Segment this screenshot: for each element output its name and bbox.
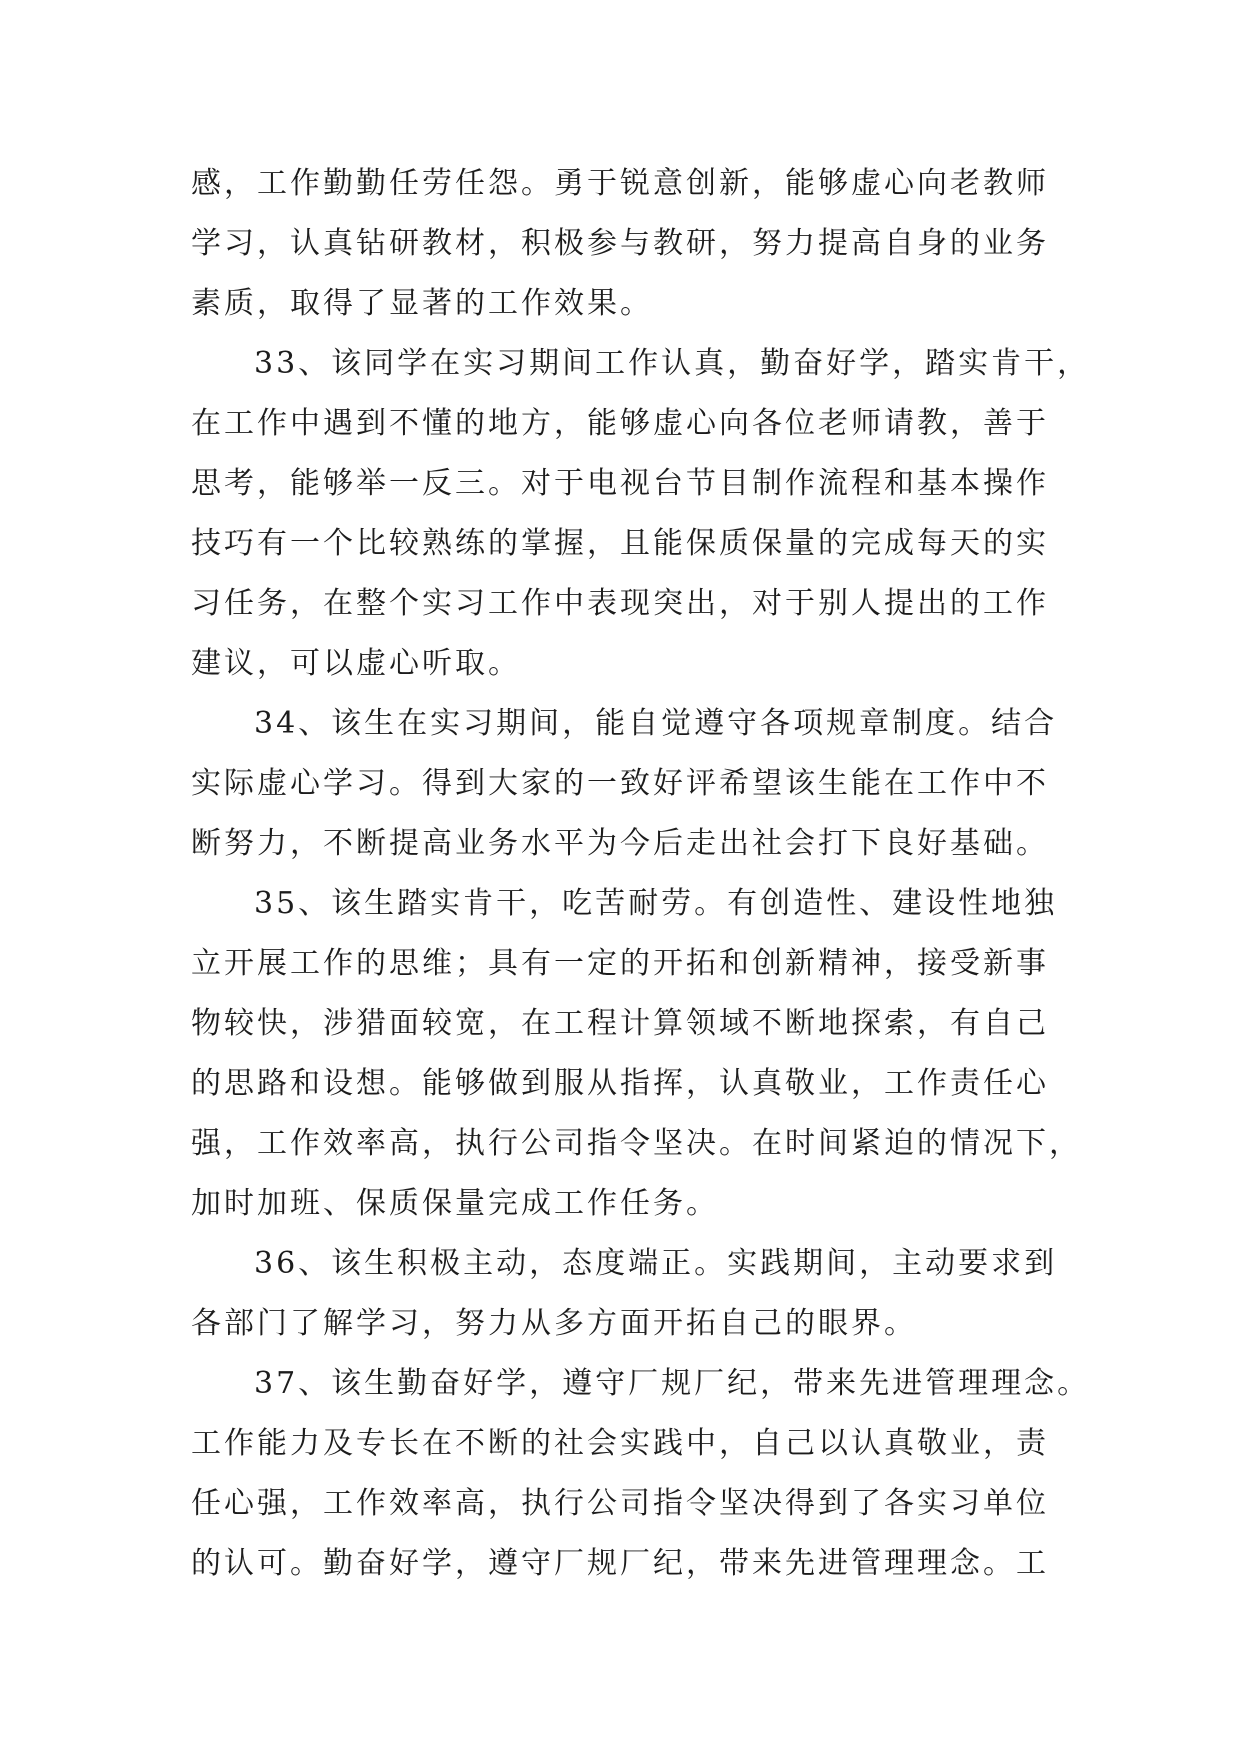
- text-line: 的认可。勤奋好学，遵守厂规厂纪，带来先进管理理念。工: [191, 1546, 1049, 1581]
- text-line: 在工作中遇到不懂的地方，能够虚心向各位老师请教，善于: [191, 406, 1049, 441]
- paragraph-34-start: 34、该生在实习期间，能自觉遵守各项规章制度。结合: [254, 706, 1058, 741]
- text-line: 的思路和设想。能够做到服从指挥，认真敬业，工作责任心: [191, 1066, 1049, 1101]
- text-line: 建议，可以虚心听取。: [191, 646, 521, 681]
- body-text: [191, 154, 1091, 1594]
- text-line: 习任务，在整个实习工作中表现突出，对于别人提出的工作: [191, 586, 1049, 621]
- text-line: 立开展工作的思维；具有一定的开拓和创新精神，接受新事: [191, 946, 1049, 981]
- paragraph-33-start: 33、该同学在实习期间工作认真，勤奋好学，踏实肯干，: [254, 346, 1091, 381]
- paragraph-36-start: 36、该生积极主动，态度端正。实践期间，主动要求到: [254, 1246, 1058, 1281]
- text-line: 学习，认真钻研教材，积极参与教研，努力提高自身的业务: [191, 226, 1049, 261]
- text-line: 素质，取得了显著的工作效果。: [191, 286, 653, 321]
- text-line: 加时加班、保质保量完成工作任务。: [191, 1186, 719, 1221]
- text-line: 工作能力及专长在不断的社会实践中，自己以认真敬业，责: [191, 1426, 1049, 1461]
- text-line: 物较快，涉猎面较宽，在工程计算领域不断地探索，有自己: [191, 1006, 1049, 1041]
- text-line: 实际虚心学习。得到大家的一致好评希望该生能在工作中不: [191, 766, 1049, 801]
- text-line: 技巧有一个比较熟练的掌握，且能保质保量的完成每天的实: [191, 526, 1049, 561]
- text-line: 感，工作勤勤任劳任怨。勇于锐意创新，能够虚心向老教师: [191, 166, 1049, 201]
- text-line: 思考，能够举一反三。对于电视台节目制作流程和基本操作: [191, 466, 1049, 501]
- text-line: 任心强，工作效率高，执行公司指令坚决得到了各实习单位: [191, 1486, 1049, 1521]
- text-line: 各部门了解学习，努力从多方面开拓自己的眼界。: [191, 1306, 917, 1341]
- paragraph-35-start: 35、该生踏实肯干，吃苦耐劳。有创造性、建设性地独: [254, 886, 1058, 921]
- paragraph-37-start: 37、该生勤奋好学，遵守厂规厂纪，带来先进管理理念。: [254, 1366, 1091, 1401]
- text-line: 断努力，不断提高业务水平为今后走出社会打下良好基础。: [191, 826, 1049, 861]
- text-line: 强，工作效率高，执行公司指令坚决。在时间紧迫的情况下，: [191, 1126, 1082, 1161]
